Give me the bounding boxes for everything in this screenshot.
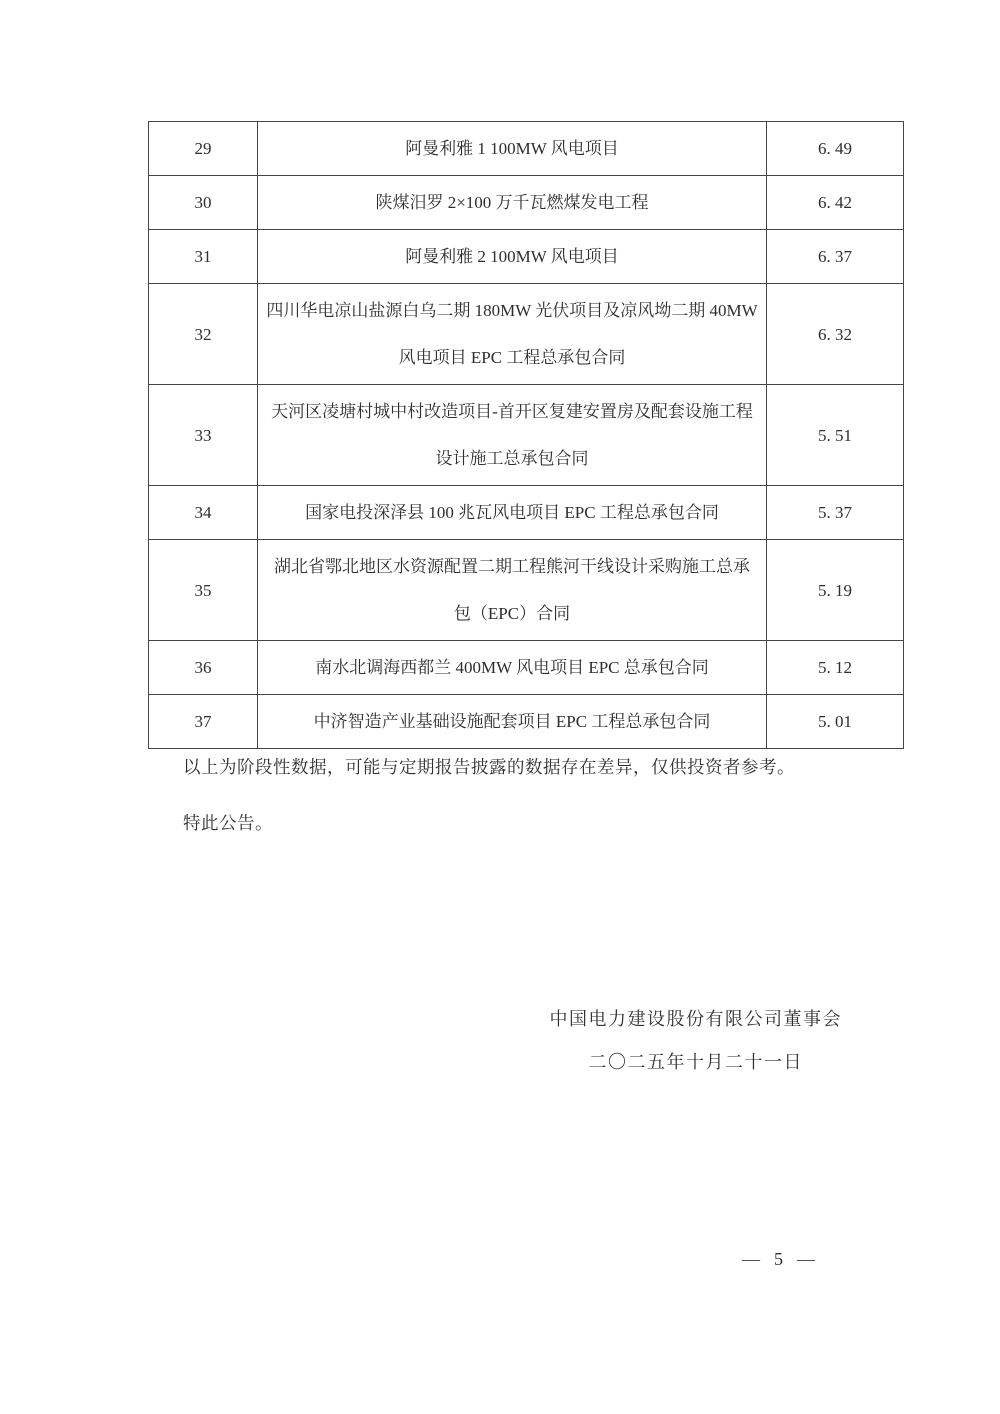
footer-left-dash: —	[742, 1249, 760, 1269]
table-row	[149, 385, 904, 486]
closing-text: 特此公告。	[183, 813, 273, 833]
project-name-cell: 天河区凌塘村城中村改造项目-首开区复建安置房及配套设施工程设计施工总承包合同	[258, 385, 767, 486]
row-number-cell: 32	[149, 284, 258, 385]
footer-right-dash: —	[797, 1249, 815, 1269]
row-number-cell: 35	[149, 540, 258, 641]
project-name-cell: 国家电投深泽县 100 兆瓦风电项目 EPC 工程总承包合同	[258, 486, 767, 540]
project-name-cell: 陕煤汨罗 2×100 万千瓦燃煤发电工程	[258, 176, 767, 230]
table-row	[149, 540, 904, 641]
amount-cell: 6. 49	[767, 122, 904, 176]
row-number-cell: 30	[149, 176, 258, 230]
amount-cell: 5. 51	[767, 385, 904, 486]
amount-cell: 6. 42	[767, 176, 904, 230]
table-row	[149, 230, 904, 284]
amount-cell: 5. 01	[767, 695, 904, 749]
table-row	[149, 486, 904, 540]
table-row	[149, 122, 904, 176]
row-number-cell: 33	[149, 385, 258, 486]
signature-date: 二〇二五年十月二十一日	[588, 1052, 803, 1072]
row-number-cell: 34	[149, 486, 258, 540]
contract-table	[148, 121, 904, 749]
amount-cell: 5. 19	[767, 540, 904, 641]
project-name-cell: 湖北省鄂北地区水资源配置二期工程熊河干线设计采购施工总承包（EPC）合同	[258, 540, 767, 641]
amount-cell: 6. 32	[767, 284, 904, 385]
table-row	[149, 641, 904, 695]
project-name-cell: 阿曼利雅 2 100MW 风电项目	[258, 230, 767, 284]
page-number: 5	[774, 1249, 783, 1269]
project-name-cell: 四川华电凉山盐源白乌二期 180MW 光伏项目及凉风坳二期 40MW 风电项目 EPC 工程总承包合同	[258, 284, 767, 385]
table-row	[149, 284, 904, 385]
notes-section	[148, 754, 852, 836]
table-row	[149, 695, 904, 749]
table-body	[149, 122, 904, 749]
project-name-cell: 中济智造产业基础设施配套项目 EPC 工程总承包合同	[258, 695, 767, 749]
amount-cell: 6. 37	[767, 230, 904, 284]
project-name-cell: 南水北调海西都兰 400MW 风电项目 EPC 总承包合同	[258, 641, 767, 695]
disclaimer-text: 以上为阶段性数据，可能与定期报告披露的数据存在差异，仅供投资者参考。	[183, 757, 795, 777]
row-number-cell: 36	[149, 641, 258, 695]
table-row	[149, 176, 904, 230]
amount-cell: 5. 37	[767, 486, 904, 540]
row-number-cell: 31	[149, 230, 258, 284]
row-number-cell: 37	[149, 695, 258, 749]
signature-block	[550, 1005, 843, 1091]
row-number-cell: 29	[149, 122, 258, 176]
amount-cell: 5. 12	[767, 641, 904, 695]
project-name-cell: 阿曼利雅 1 100MW 风电项目	[258, 122, 767, 176]
signature-company: 中国电力建设股份有限公司董事会	[549, 1009, 842, 1029]
